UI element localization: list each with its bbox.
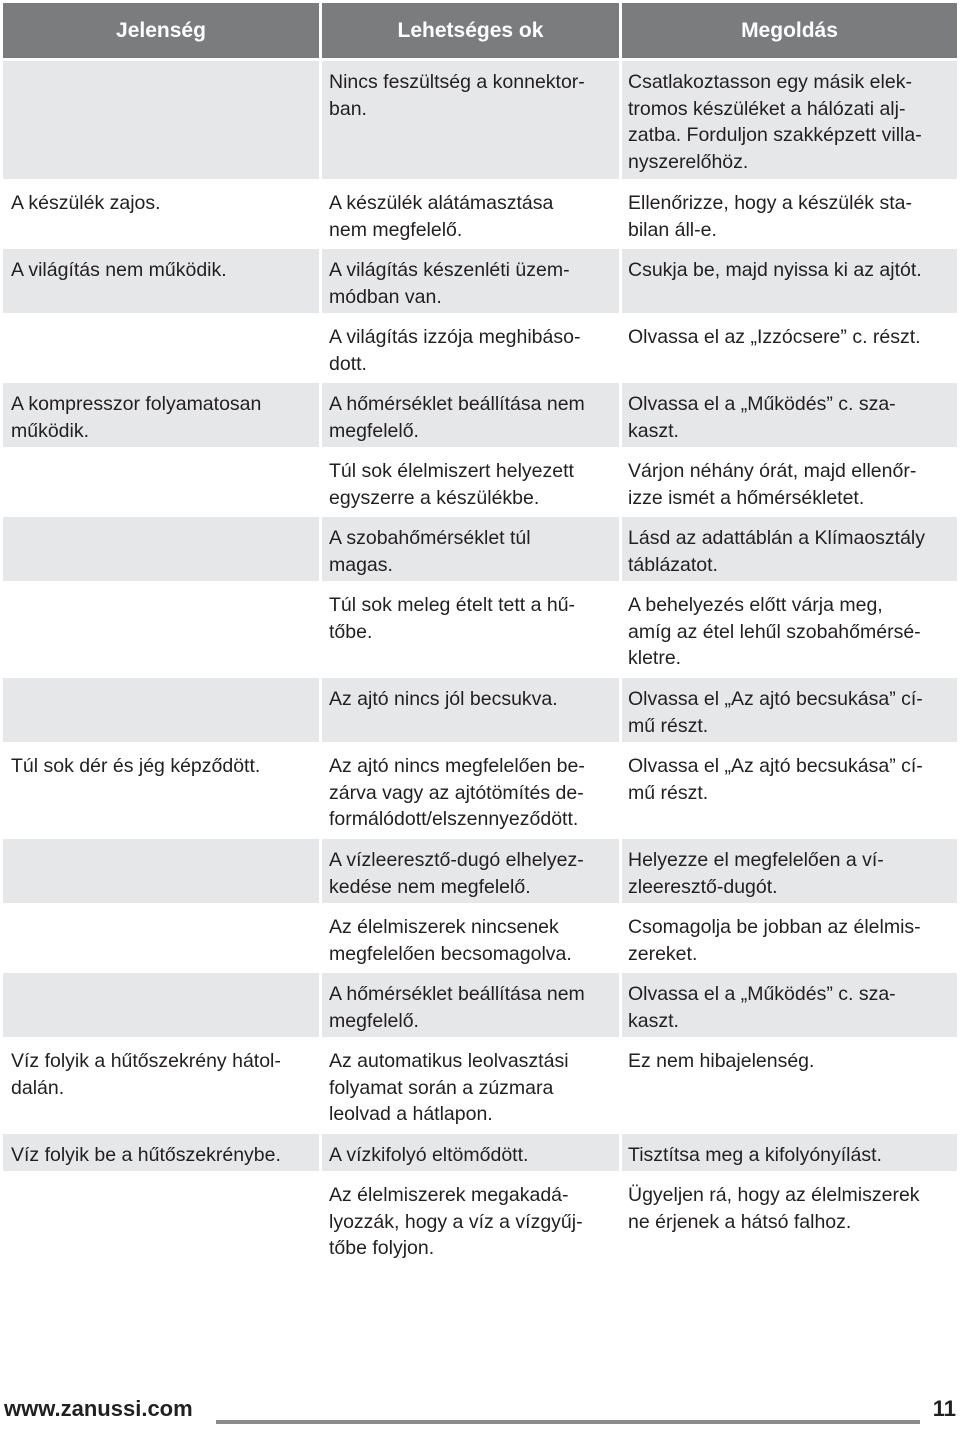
solution-cell: Helyezze el megfelelően a ví- zleeresztő-dugót.	[622, 839, 957, 903]
symptom-cell	[3, 839, 319, 903]
symptom-cell: Túl sok dér és jég képződött.	[11, 755, 261, 777]
footer-divider	[216, 1420, 920, 1424]
cause-cell: A világítás készenléti üzem- módban van.	[322, 249, 619, 313]
symptom-cell	[3, 678, 319, 742]
page-number: 11	[932, 1396, 956, 1421]
cause-cell: A szobahőmérséklet túl magas.	[322, 517, 619, 581]
cause-cell: Az ajtó nincs megfelelően be- zárva vagy az ajtótömítés de- formálódott/elszennyeződött.	[329, 755, 585, 830]
symptom-cell: Víz folyik be a hűtőszekrénybe.	[3, 1134, 319, 1171]
solution-cell: Olvassa el „Az ajtó becsukása” cí- mű részt.	[622, 678, 957, 742]
header-megoldas: Megoldás	[622, 3, 957, 58]
symptom-cell	[3, 316, 319, 380]
symptom-cell	[3, 517, 319, 581]
symptom-cell: A világítás nem működik.	[3, 249, 319, 313]
symptom-cell	[3, 61, 319, 179]
cause-cell: Az automatikus leolvasztási folyamat során a zúzmara leolvad a hátlapon.	[329, 1050, 569, 1125]
symptom-cell	[3, 450, 319, 514]
solution-cell: A behelyezés előtt várja meg, amíg az étel lehűl szobahőmérsé- kletre.	[628, 594, 921, 669]
header-lehetseges-ok: Lehetséges ok	[322, 3, 619, 58]
cause-cell: A hőmérséklet beállítása nem megfelelő.	[322, 973, 619, 1037]
cause-cell: A hőmérséklet beállítása nem megfelelő.	[322, 383, 619, 447]
header-jelenseg: Jelenség	[3, 3, 319, 58]
solution-cell: Olvassa el „Az ajtó becsukása” cí- mű részt.	[628, 755, 923, 804]
solution-cell: Lásd az adattáblán a Klímaosztály táblázatot.	[622, 517, 957, 581]
symptom-cell	[3, 584, 319, 675]
cause-cell: Nincs feszültség a konnektor- ban.	[322, 61, 619, 179]
cause-cell: Az ajtó nincs jól becsukva.	[322, 678, 619, 742]
solution-cell: Olvassa el a „Működés” c. sza- kaszt.	[622, 973, 957, 1037]
solution-cell: Csatlakoztasson egy másik elek- tromos készüléket a hálózati alj- zatba. Forduljon szakképzett villa- nyszerelőhöz.	[622, 61, 957, 179]
solution-cell: Csukja be, majd nyissa ki az ajtót.	[622, 249, 957, 313]
solution-cell: Olvassa el az „Izzócsere” c. részt.	[628, 326, 921, 348]
solution-cell: Ellenőrizze, hogy a készülék sta- bilan áll-e.	[628, 192, 912, 241]
cause-cell: Túl sok élelmiszert helyezett egyszerre a készülékbe.	[329, 460, 574, 509]
cause-cell: A vízkifolyó eltömődött.	[322, 1134, 619, 1171]
footer-website-url: www.zanussi.com	[4, 1396, 193, 1421]
symptom-cell	[3, 1174, 319, 1265]
symptom-cell	[3, 973, 319, 1037]
cause-cell: Az élelmiszerek megakadá- lyozzák, hogy a víz a vízgyűj- tőbe folyjon.	[329, 1184, 583, 1259]
symptom-cell: A kompresszor folyamatosan működik.	[3, 383, 319, 447]
solution-cell: Várjon néhány órát, majd ellenőr- izze ismét a hőmérsékletet.	[628, 460, 917, 509]
cause-cell: A vízleeresztő-dugó elhelyez- kedése nem megfelelő.	[322, 839, 619, 903]
cause-cell: Az élelmiszerek nincsenek megfelelően becsomagolva.	[329, 916, 572, 965]
solution-cell: Csomagolja be jobban az élelmis- zereket.	[628, 916, 921, 965]
symptom-cell: A készülék zajos.	[11, 192, 161, 214]
solution-cell: Tisztítsa meg a kifolyónyílást.	[622, 1134, 957, 1171]
solution-cell: Olvassa el a „Működés” c. sza- kaszt.	[622, 383, 957, 447]
symptom-cell: Víz folyik a hűtőszekrény hátol- dalán.	[11, 1050, 281, 1099]
troubleshooting-table	[3, 3, 957, 1265]
solution-cell: Ügyeljen rá, hogy az élelmiszerek ne érjenek a hátsó falhoz.	[628, 1184, 920, 1233]
solution-cell: Ez nem hibajelenség.	[628, 1050, 815, 1072]
cause-cell: Túl sok meleg ételt tett a hű- tőbe.	[329, 594, 576, 643]
symptom-cell	[3, 906, 319, 970]
cause-cell: A világítás izzója meghibáso- dott.	[329, 326, 581, 375]
cause-cell: A készülék alátámasztása nem megfelelő.	[329, 192, 554, 241]
